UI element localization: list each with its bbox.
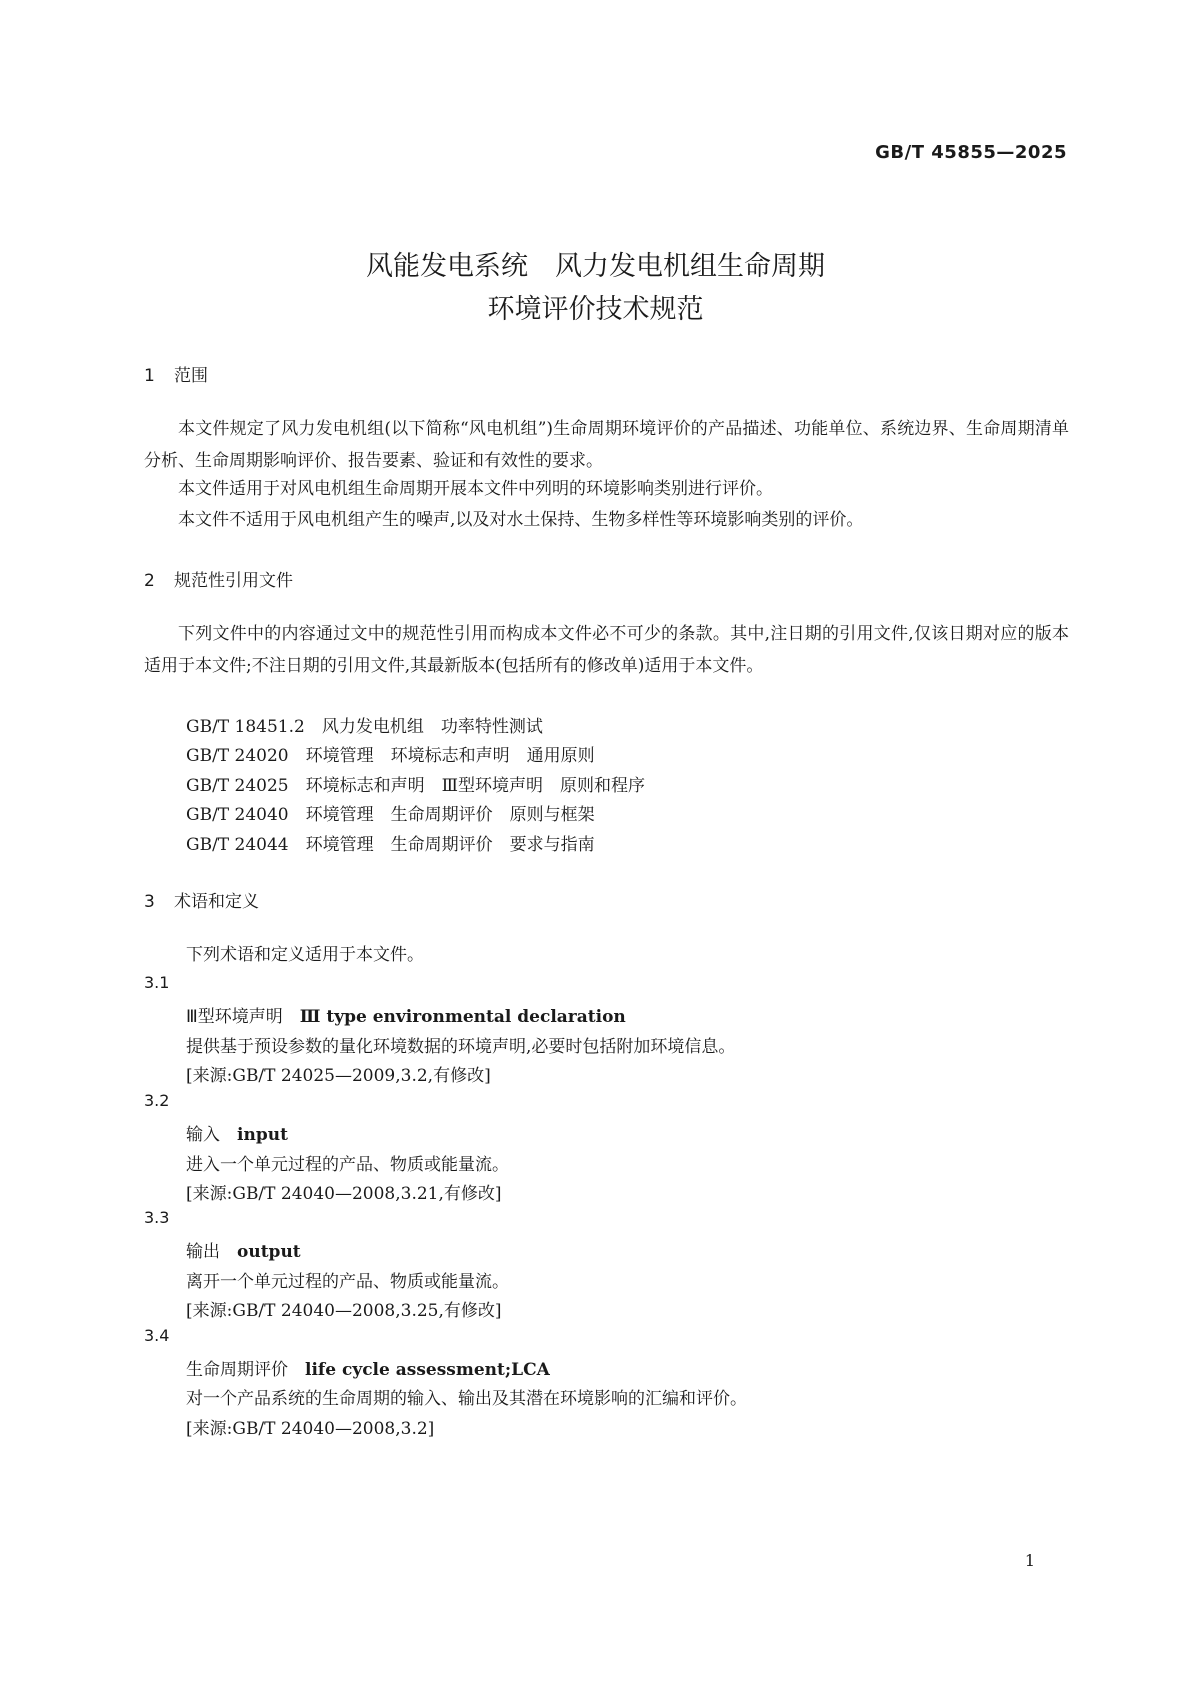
section-title: 规范性引用文件: [174, 571, 293, 591]
reference-item: GB/T 24040 环境管理 生命周期评价 原则与框架: [186, 805, 595, 825]
term-definition: 对一个产品系统的生命周期的输入、输出及其潜在环境影响的汇编和评价。: [186, 1389, 747, 1409]
term-definition: 提供基于预设参数的量化环境数据的环境声明,必要时包括附加环境信息。: [186, 1037, 736, 1057]
section-title: 术语和定义: [174, 892, 259, 912]
term-chinese: 输入: [186, 1125, 220, 1145]
section-3-heading: [144, 887, 259, 912]
section-number: 1: [144, 366, 155, 386]
reference-item: GB/T 24044 环境管理 生命周期评价 要求与指南: [186, 835, 595, 855]
term-english: output: [237, 1242, 301, 1262]
section-1-paragraph-1: 本文件规定了风力发电机组(以下简称“风电机组”)生命周期环境评价的产品描述、功能单位、系统边界、生命周期清单分析、生命周期影响评价、报告要素、验证和有效性的要求。: [144, 419, 1069, 471]
term-heading: [186, 1355, 550, 1380]
term-chinese: 生命周期评价: [186, 1360, 288, 1380]
term-english: life cycle assessment;LCA: [305, 1360, 550, 1380]
section-1-paragraph-3: 本文件不适用于风电机组产生的噪声,以及对水土保持、生物多样性等环境影响类别的评价。: [178, 510, 864, 530]
term-number: 3.2: [144, 1091, 170, 1110]
section-1-heading: [144, 361, 208, 386]
term-source: [来源:GB/T 24025—2009,3.2,有修改]: [186, 1066, 491, 1086]
section-2-heading: [144, 566, 293, 591]
term-number: 3.1: [144, 973, 170, 992]
section-number: 2: [144, 571, 155, 591]
term-heading: [186, 1002, 626, 1027]
term-source: [来源:GB/T 24040—2008,3.2]: [186, 1419, 435, 1439]
term-english: Ⅲ type environmental declaration: [299, 1007, 626, 1027]
term-source: [来源:GB/T 24040—2008,3.25,有修改]: [186, 1301, 502, 1321]
reference-item: GB/T 18451.2 风力发电机组 功率特性测试: [186, 717, 543, 737]
section-number: 3: [144, 892, 155, 912]
standard-code: GB/T 45855—2025: [875, 142, 1067, 163]
term-definition: 离开一个单元过程的产品、物质或能量流。: [186, 1272, 509, 1292]
title-line-2: 环境评价技术规范: [487, 294, 704, 325]
term-heading: [186, 1120, 288, 1145]
reference-item: GB/T 24020 环境管理 环境标志和声明 通用原则: [186, 746, 595, 766]
term-english: input: [237, 1125, 288, 1145]
term-source: [来源:GB/T 24040—2008,3.21,有修改]: [186, 1184, 502, 1204]
term-definition: 进入一个单元过程的产品、物质或能量流。: [186, 1155, 509, 1175]
term-heading: [186, 1237, 301, 1262]
title-line-1: 风能发电系统 风力发电机组生命周期: [366, 251, 825, 282]
page-number: 1: [1024, 1551, 1035, 1570]
section-3-intro: 下列术语和定义适用于本文件。: [186, 945, 424, 965]
reference-item: GB/T 24025 环境标志和声明 Ⅲ型环境声明 原则和程序: [186, 776, 646, 796]
term-number: 3.3: [144, 1208, 170, 1227]
term-chinese: Ⅲ型环境声明: [186, 1007, 283, 1027]
section-1-paragraph-2: 本文件适用于对风电机组生命周期开展本文件中列明的环境影响类别进行评价。: [178, 479, 773, 499]
section-title: 范围: [174, 366, 208, 386]
term-chinese: 输出: [186, 1242, 220, 1262]
term-number: 3.4: [144, 1326, 170, 1345]
section-2-intro: 下列文件中的内容通过文中的规范性引用而构成本文件必不可少的条款。其中,注日期的引用文件,仅该日期对应的版本适用于本文件;不注日期的引用文件,其最新版本(包括所有的修改单)适用于本文件。: [144, 624, 1069, 676]
